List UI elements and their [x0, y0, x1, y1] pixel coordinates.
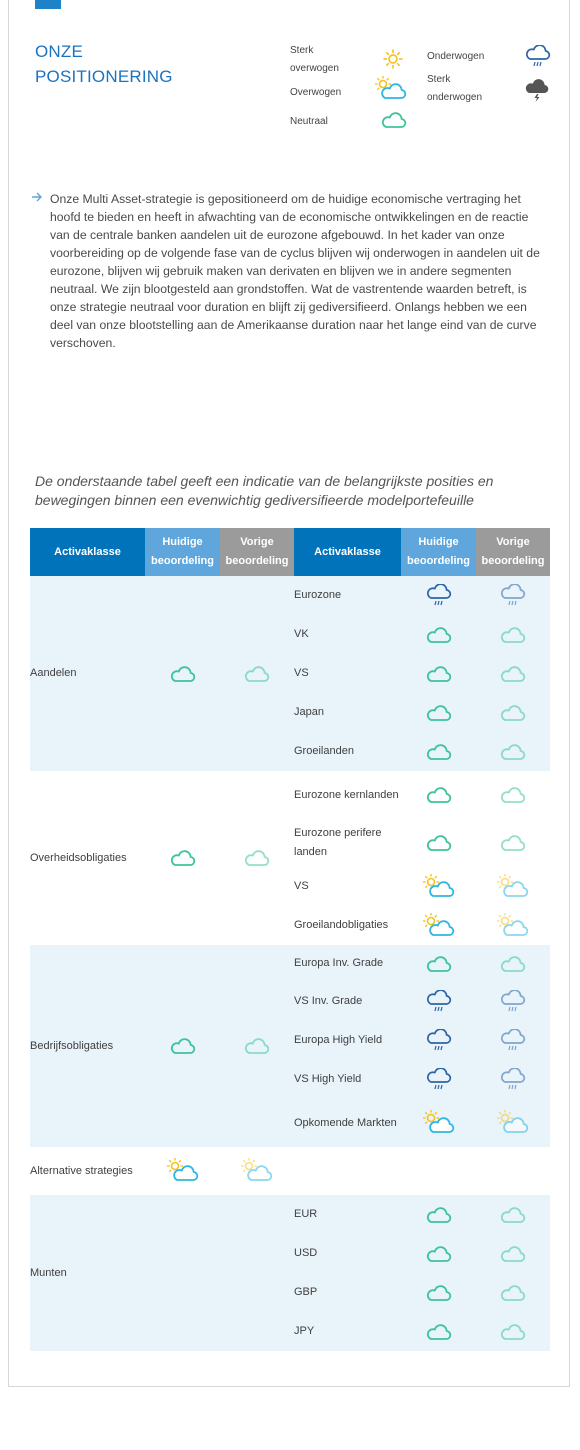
sub-asset-cell: GBP — [294, 1273, 401, 1312]
sub-asset-cell: Japan — [294, 693, 401, 732]
page-title — [35, 39, 173, 89]
sub-asset-cell: Eurozone kernlanden — [294, 771, 401, 819]
suncloud-icon — [401, 906, 476, 945]
asset-class-cell: Bedrijfsobligaties — [30, 945, 145, 1147]
title-line-1: ONZE — [35, 42, 84, 61]
empty-rating-cell — [145, 1195, 220, 1351]
sub-asset-cell: EUR — [294, 1195, 401, 1234]
cloud-icon — [401, 732, 476, 771]
suncloud-icon — [220, 1147, 294, 1195]
cloud-icon — [401, 819, 476, 867]
header-previous-rating-2 — [476, 528, 550, 576]
cloud-icon — [476, 693, 550, 732]
cloud-icon — [476, 1195, 550, 1234]
cloud-icon — [476, 615, 550, 654]
legend-neutral-label: Neutraal — [290, 116, 328, 127]
legend-underweight-label: Onderwogen — [427, 51, 485, 62]
rain-icon — [401, 1021, 476, 1060]
table-row — [30, 945, 550, 982]
cloud-icon — [476, 1273, 550, 1312]
rain-icon — [476, 576, 550, 615]
table-row — [30, 771, 550, 819]
suncloud-icon — [145, 1147, 220, 1195]
sub-asset-cell: Opkomende Markten — [294, 1099, 401, 1147]
legend-overweight-label: Overwogen — [290, 87, 342, 98]
sub-asset-cell: Eurozone perifere landen — [294, 819, 401, 867]
arrow-right-icon — [31, 191, 43, 203]
asset-class-cell: Alternative strategies — [30, 1147, 145, 1195]
header-previous-line1: Vorige — [240, 536, 274, 548]
sub-asset-cell: Eurozone — [294, 576, 401, 615]
legend-strong-overweight-line2: overwogen — [290, 63, 339, 74]
sub-asset-cell: VS — [294, 867, 401, 906]
suncloud-icon — [401, 867, 476, 906]
header-previous-2-line2: beoordeling — [481, 555, 545, 567]
storm-cloud-icon — [524, 79, 550, 103]
table-header-row — [30, 528, 550, 576]
cloud-icon — [145, 771, 220, 945]
header-current-line1: Huidige — [162, 536, 203, 548]
legend-strong-overweight-line1: Sterk — [290, 45, 314, 56]
rain-icon — [401, 1060, 476, 1099]
sub-asset-cell: VK — [294, 615, 401, 654]
sub-asset-cell: Groeilanden — [294, 732, 401, 771]
cloud-icon — [401, 1312, 476, 1351]
cloud-icon — [401, 654, 476, 693]
positioning-table — [30, 528, 550, 1351]
header-previous-2-line1: Vorige — [496, 536, 530, 548]
cloud-icon — [476, 1312, 550, 1351]
header-current-2-line1: Huidige — [418, 536, 459, 548]
table-caption: De onderstaande tabel geeft een indicatie van de belangrijkste posities en bewegingen binnen een evenwichtig gediversifieerde modelportefeuille — [35, 473, 494, 508]
cloud-icon — [476, 654, 550, 693]
suncloud-icon — [401, 1099, 476, 1147]
legend-strong-underweight-line2: onderwogen — [427, 92, 483, 103]
sub-asset-cell: Europa Inv. Grade — [294, 945, 401, 982]
cloud-icon — [401, 1234, 476, 1273]
cloud-icon — [476, 1234, 550, 1273]
sun-icon — [382, 48, 404, 70]
legend-strong-overweight-label — [290, 42, 339, 78]
rain-cloud-icon — [524, 45, 552, 69]
cloud-icon — [476, 945, 550, 982]
sub-asset-cell: Europa High Yield — [294, 1021, 401, 1060]
cloud-icon — [220, 945, 294, 1147]
header-asset-class-2: Activaklasse — [294, 528, 401, 576]
legend-strong-underweight-line1: Sterk — [427, 74, 451, 85]
cloud-icon — [476, 732, 550, 771]
table-row — [30, 1195, 550, 1234]
sub-asset-cell: VS — [294, 654, 401, 693]
table-row — [30, 576, 550, 615]
cloud-icon — [476, 819, 550, 867]
sun-cloud-icon — [374, 76, 408, 102]
rain-icon — [476, 982, 550, 1021]
suncloud-icon — [476, 867, 550, 906]
sub-asset-cell: VS High Yield — [294, 1060, 401, 1099]
asset-class-cell: Aandelen — [30, 576, 145, 771]
header-asset-class: Activaklasse — [30, 528, 145, 576]
rain-icon — [401, 576, 476, 615]
header-current-line2: beoordeling — [151, 555, 214, 567]
cloud-icon — [401, 1273, 476, 1312]
header-current-2-line2: beoordeling — [407, 555, 470, 567]
cloud-icon — [476, 771, 550, 819]
table-body — [30, 576, 550, 1351]
header-previous-line2: beoordeling — [225, 555, 289, 567]
cloud-icon — [401, 615, 476, 654]
header-current-rating — [145, 528, 220, 576]
empty-rating-cell — [220, 1195, 294, 1351]
cloud-icon — [380, 109, 408, 131]
accent-bar — [35, 0, 61, 9]
sub-asset-cell: JPY — [294, 1312, 401, 1351]
cloud-icon — [220, 771, 294, 945]
sub-asset-cell — [294, 1147, 401, 1195]
empty-rating-cell — [476, 1147, 550, 1195]
cloud-icon — [145, 576, 220, 771]
sub-asset-cell: Groeilandobligaties — [294, 906, 401, 945]
empty-rating-cell — [401, 1147, 476, 1195]
intro-paragraph: Onze Multi Asset-strategie is gepositioneerd om de huidige economische vertraging het hoofd te bieden en heeft in afwachting van de economische ontwikkelingen en de reactie van de centrale banken aandelen uit de eurozone afgebouwd. In het kader van onze voorbereiding op de volgende fase van de cyclus blijven wij onderwogen in aandelen uit de eurozone, blijven wij gebruik maken van derivaten en blijven we in andere segmenten neutraal. We zijn blootgesteld aan grondstoffen. Wat de vastrentende waarden betreft, is onze strategie neutraal voor duration en blijft zij gediversifieerd. Onlangs hebben we een deel van onze blootstelling aan de Amerikaanse duration naar het lange eind van de curve verschoven. — [50, 192, 540, 350]
cloud-icon — [401, 693, 476, 732]
cloud-icon — [220, 576, 294, 771]
asset-class-cell: Overheidsobligaties — [30, 771, 145, 945]
sub-asset-cell: VS Inv. Grade — [294, 982, 401, 1021]
cloud-icon — [401, 945, 476, 982]
sub-asset-cell: USD — [294, 1234, 401, 1273]
rain-icon — [401, 982, 476, 1021]
header-previous-rating — [220, 528, 294, 576]
cloud-icon — [401, 771, 476, 819]
suncloud-icon — [476, 906, 550, 945]
asset-class-cell: Munten — [30, 1195, 145, 1351]
title-line-2: POSITIONERING — [35, 67, 173, 86]
suncloud-icon — [476, 1099, 550, 1147]
cloud-icon — [401, 1195, 476, 1234]
cloud-icon — [145, 945, 220, 1147]
rain-icon — [476, 1021, 550, 1060]
rain-icon — [476, 1060, 550, 1099]
legend-strong-underweight-label — [427, 71, 482, 107]
header-current-rating-2 — [401, 528, 476, 576]
table-row — [30, 1147, 550, 1195]
